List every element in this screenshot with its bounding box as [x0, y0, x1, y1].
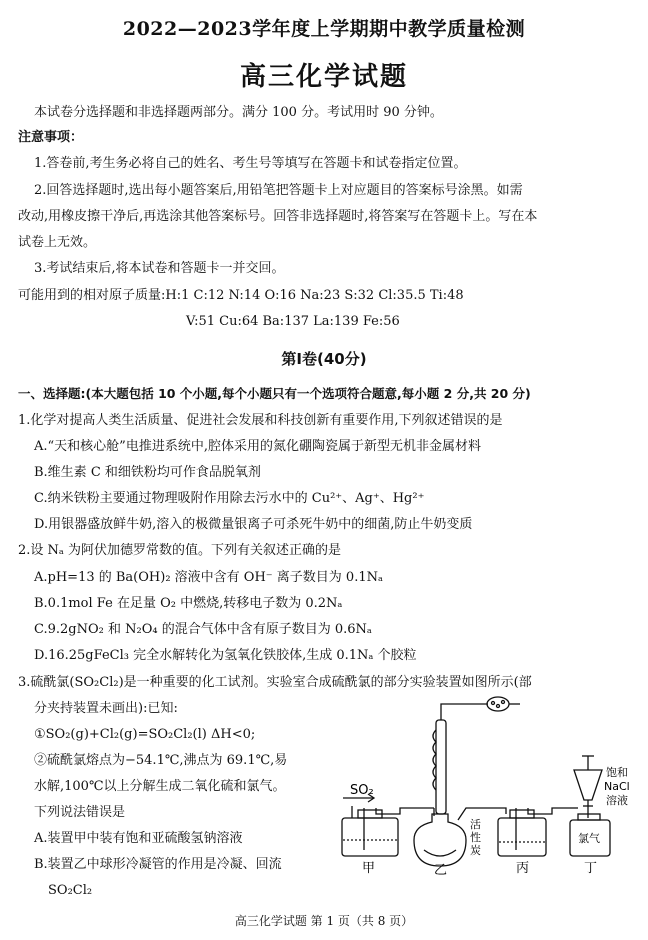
q3-stem-1: 3.硫酰氯(SO₂Cl₂)是一种重要的化工试剂。实验室合成硫酰氯的部分实验装置如图所示(部 — [18, 675, 532, 690]
atomic-masses-2: V:51 Cu:64 Ba:137 La:139 Fe:56 — [186, 314, 400, 329]
q3-option-a: A.装置甲中装有饱和亚硫酸氢钠溶液 — [34, 831, 243, 846]
q1-option-a: A.“天和核心舱”电推进系统中,腔体采用的氮化硼陶瓷属于新型无机非金属材料 — [34, 439, 481, 454]
q2-stem: 2.设 Nₐ 为阿伏加德罗常数的值。下列有关叙述正确的是 — [18, 543, 342, 558]
intro-line: 本试卷分选择题和非选择题两部分。满分 100 分。考试用时 90 分钟。 — [34, 105, 443, 120]
nacl-label-1: 饱和 — [606, 766, 628, 779]
q2-option-c: C.9.2gNO₂ 和 N₂O₄ 的混合气体中含有原子数目为 0.6Nₐ — [34, 622, 372, 637]
separatory-funnel — [574, 770, 602, 800]
q2-option-d: D.16.25gFeCl₃ 完全水解转化为氢氧化铁胶体,生成 0.1Nₐ 个胶粒 — [34, 648, 417, 663]
q2-option-b: B.0.1mol Fe 在足量 O₂ 中燃烧,转移电子数为 0.2Nₐ — [34, 596, 343, 611]
nacl-label-2: NaCl — [604, 780, 630, 793]
q1-option-d: D.用银器盛放鲜牛奶,溶入的极微量银离子可杀死牛奶中的细菌,防止牛奶变质 — [34, 517, 473, 532]
q2-option-a: A.pH=13 的 Ba(OH)₂ 溶液中含有 OH⁻ 离子数目为 0.1Nₐ — [34, 570, 383, 585]
q3-option-b-cont: SO₂Cl₂ — [48, 883, 93, 898]
label-ding: 丁 — [584, 861, 598, 876]
active-carbon-2: 性 — [470, 831, 481, 844]
part-title: 第Ⅰ卷(40分) — [281, 350, 367, 368]
atomic-masses-1: 可能用到的相对原子质量:H:1 C:12 N:14 O:16 Na:23 S:32 Cl:35.5 Ti:48 — [18, 288, 464, 303]
subject-title: 高三化学试题 — [239, 62, 408, 92]
q3-option-b: B.装置乙中球形冷凝管的作用是冷凝、回流 — [34, 857, 282, 872]
notes-heading: 注意事项： — [18, 130, 84, 145]
note-2c: 试卷上无效。 — [18, 235, 97, 250]
q1-stem: 1.化学对提高人类生活质量、促进社会发展和科技创新有重要作用,下列叙述错误的是 — [18, 413, 503, 428]
label-bing: 丙 — [516, 861, 530, 876]
q3-condition-2a: ②硫酰氯熔点为−54.1℃,沸点为 69.1℃,易 — [34, 753, 288, 768]
note-1: 1.答卷前,考生务必将自己的姓名、考生号等填写在答题卡和试卷指定位置。 — [34, 156, 467, 171]
q3-stem-2: 分夹持装置未画出):已知: — [34, 701, 178, 716]
q3-condition-2b: 水解,100℃以上分解生成二氧化硫和氯气。 — [34, 779, 286, 794]
section-heading: 一、选择题:(本大题包括 10 个小题,每个小题只有一个选项符合题意,每小题 2 分,共 20 分) — [18, 386, 531, 401]
active-carbon-3: 炭 — [470, 844, 481, 857]
label-yi: 乙 — [434, 863, 448, 876]
bottle-jia — [342, 818, 398, 856]
note-2b: 改动,用橡皮擦干净后,再选涂其他答案标号。回答非选择题时,将答案写在答题卡上。写在本 — [18, 209, 538, 224]
chlorine-label: 氯气 — [578, 832, 600, 845]
note-2a: 2.回答选择题时,选出每小题答案后,用铅笔把答题卡上对应题目的答案标号涂黑。如需 — [34, 183, 523, 198]
q3-condition-1: ①SO₂(g)+Cl₂(g)=SO₂Cl₂(l) ΔH<0; — [34, 727, 256, 742]
flask-yi — [414, 814, 466, 866]
active-carbon-1: 活 — [470, 818, 481, 831]
q1-option-b: B.维生素 C 和细铁粉均可作食品脱氧剂 — [34, 465, 261, 480]
bottle-bing — [498, 818, 546, 856]
so2-label: SO₂ — [350, 783, 374, 798]
label-jia: 甲 — [362, 861, 376, 876]
note-3: 3.考试结束后,将本试卷和答题卡一并交回。 — [34, 261, 285, 276]
apparatus-diagram — [338, 690, 638, 876]
q1-option-c: C.纳米铁粉主要通过物理吸附作用除去污水中的 Cu²⁺、Ag⁺、Hg²⁺ — [34, 491, 425, 506]
exam-title: 2022—2023学年度上学期期中教学质量检测 — [122, 18, 526, 40]
page-footer: 高三化学试题 第 1 页（共 8 页） — [234, 914, 414, 928]
nacl-label-3: 溶液 — [606, 794, 628, 807]
q3-ask: 下列说法错误是 — [34, 805, 126, 820]
condenser — [436, 720, 446, 814]
